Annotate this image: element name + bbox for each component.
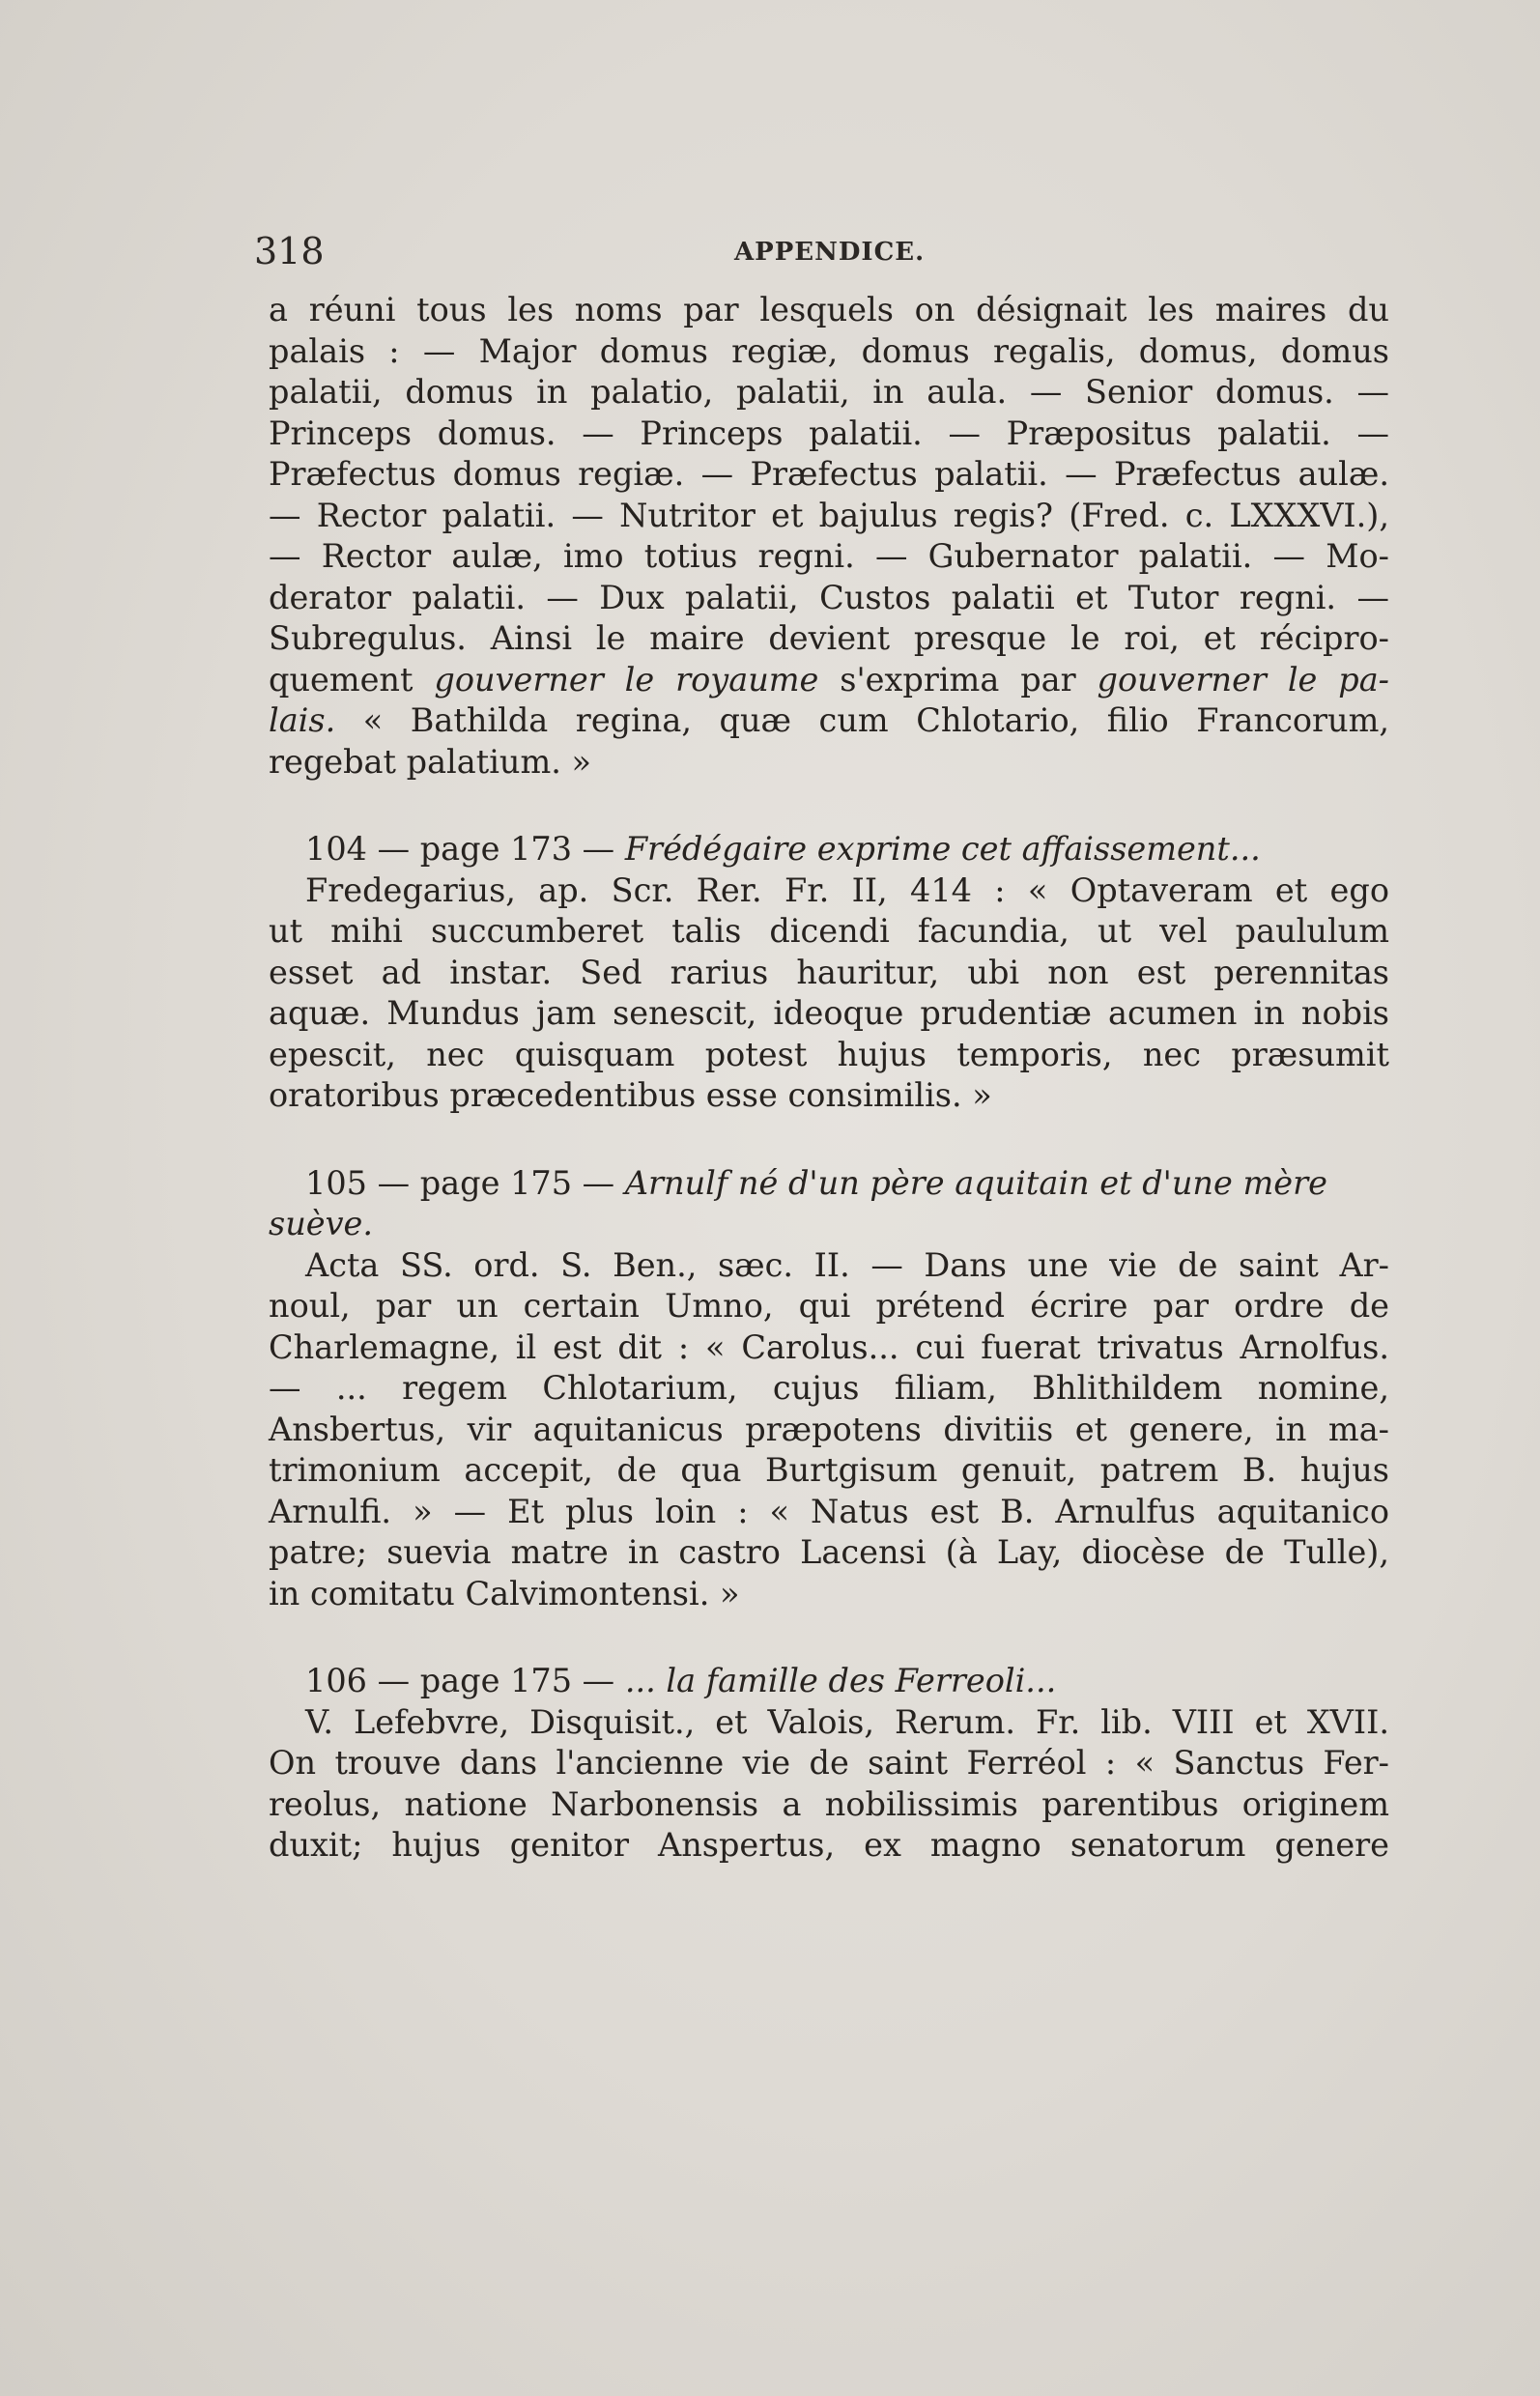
text-line: V. Lefebvre, Disquisit., et Valois, Rerum. Fr. lib. VIII et XVII. xyxy=(305,1702,1389,1741)
text-run: quement xyxy=(269,660,435,699)
text-line: Præfectus domus regiæ. — Præfectus palatii. — Præfectus aulæ. xyxy=(269,455,1389,493)
note-title: Frédégaire exprime cet affaissement... xyxy=(624,830,1261,868)
note-title: Arnulf né d'un père aquitain et d'une mère xyxy=(624,1163,1327,1202)
text-line: — ... regem Chlotarium, cujus filiam, Bhlithildem nomine, xyxy=(269,1369,1389,1407)
note-heading xyxy=(269,1661,1389,1702)
paragraph-gap xyxy=(269,1614,1389,1661)
text-line: — Rector aulæ, imo totius regni. — Gubernator palatii. — Mo- xyxy=(269,537,1389,575)
text-line: Acta SS. ord. S. Ben., sæc. II. — Dans une vie de saint Ar- xyxy=(305,1245,1389,1284)
italic-phrase: gouverner le pa- xyxy=(1097,660,1389,699)
note-title: ... la famille des Ferreoli... xyxy=(624,1662,1057,1699)
text-run: s'exprima par xyxy=(818,660,1098,699)
text-line: in comitatu Calvimontensi. » xyxy=(269,1574,740,1612)
text-line: oratoribus præcedentibus esse consimilis. » xyxy=(269,1076,992,1114)
text-run: « Bathilda regina, quæ cum Chlotario, filio Francorum, xyxy=(335,701,1389,739)
text-line xyxy=(269,700,1389,742)
text-line: Subregulus. Ainsi le maire devient presque le roi, et récipro- xyxy=(269,619,1389,657)
text-line: esset ad instar. Sed rarius hauritur, ubi non est perennitas xyxy=(269,953,1389,991)
page-number: 318 xyxy=(254,230,325,272)
text-line: duxit; hujus genitor Anspertus, ex magno senatorum genere xyxy=(269,1826,1389,1864)
text-line: reolus, natione Narbonensis a nobilissimis parentibus originem xyxy=(269,1784,1389,1823)
note-number: 104 — page 173 — xyxy=(305,830,625,868)
text-line: palatii, domus in palatio, palatii, in aula. — Senior domus. — xyxy=(269,373,1389,411)
note-title-continued: suève. xyxy=(269,1205,373,1242)
note-heading xyxy=(269,1163,1389,1205)
text-line: Fredegarius, ap. Scr. Rer. Fr. II, 414 : « Optaveram et ego xyxy=(305,870,1389,909)
text-line: aquæ. Mundus jam senescit, ideoque prudentiæ acumen in nobis xyxy=(269,994,1389,1032)
text-line: a réuni tous les noms par lesquels on désignait les maires du xyxy=(269,291,1389,328)
paragraph-gap xyxy=(269,783,1389,829)
text-line: — Rector palatii. — Nutritor et bajulus regis? (Fred. c. LXXXVI.), xyxy=(269,496,1389,534)
running-head: APPENDICE. xyxy=(734,238,926,267)
note-heading xyxy=(269,829,1389,870)
text-body xyxy=(269,290,1389,1867)
text-line: Princeps domus. — Princeps palatii. — Præpositus palatii. — xyxy=(269,414,1389,452)
text-line: Ansbertus, vir aquitanicus præpotens divitiis et genere, in ma- xyxy=(269,1410,1389,1448)
italic-phrase: lais. xyxy=(269,701,336,739)
text-line: Charlemagne, il est dit : « Carolus... cui fuerat trivatus Arnolfus. xyxy=(269,1327,1389,1366)
paragraph-gap xyxy=(269,1117,1389,1163)
text-line: patre; suevia matre in castro Lacensi (à Lay, diocèse de Tulle), xyxy=(269,1533,1389,1571)
text-line: derator palatii. — Dux palatii, Custos palatii et Tutor regni. — xyxy=(269,578,1389,616)
text-line: Arnulfi. » — Et plus loin : « Natus est B. Arnulfus aquitanico xyxy=(269,1492,1389,1530)
text-line: epescit, nec quisquam potest hujus temporis, nec præsumit xyxy=(269,1035,1389,1073)
italic-phrase: gouverner le royaume xyxy=(434,660,819,699)
text-line: noul, par un certain Umno, qui prétend écrire par ordre de xyxy=(269,1287,1389,1325)
text-line xyxy=(269,660,1389,701)
page-header xyxy=(254,230,1394,274)
note-number: 106 — page 175 — xyxy=(305,1662,625,1699)
text-line: ut mihi succumberet talis dicendi facundia, ut vel paululum xyxy=(269,912,1389,950)
text-line: palais : — Major domus regiæ, domus regalis, domus, domus xyxy=(269,331,1389,370)
text-line: On trouve dans l'ancienne vie de saint Ferréol : « Sanctus Fer- xyxy=(269,1744,1389,1782)
text-line: regebat palatium. » xyxy=(269,742,592,781)
text-line: trimonium accepit, de qua Burtgisum genuit, patrem B. hujus xyxy=(269,1451,1389,1489)
note-number: 105 — page 175 — xyxy=(305,1163,625,1202)
